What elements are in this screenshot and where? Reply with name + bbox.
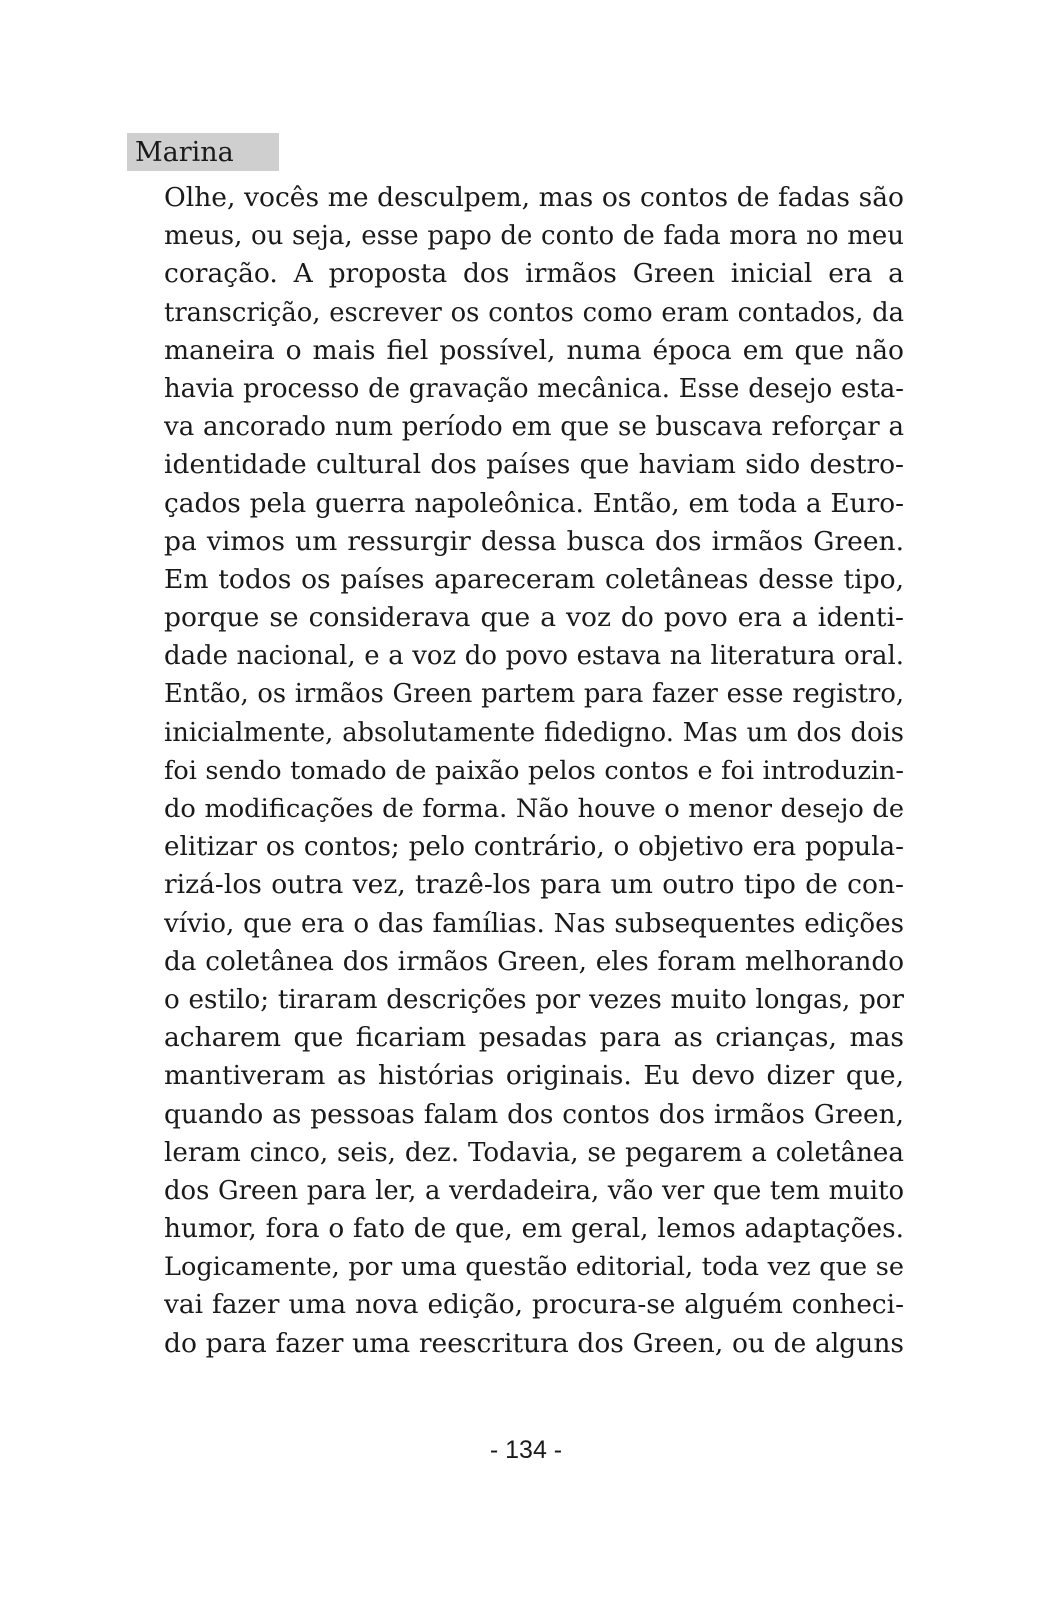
text-line: o estilo; tiraram descrições por vezes muito longas, por bbox=[164, 984, 904, 1015]
text-line: maneira o mais fiel possível, numa época em que não bbox=[164, 334, 904, 366]
text-line: mantiveram as histórias originais. Eu devo dizer que, bbox=[164, 1060, 904, 1092]
text-line: coração. A proposta dos irmãos Green inicial era a bbox=[164, 258, 904, 290]
text-line: foi sendo tomado de paixão pelos contos e foi introduzin- bbox=[164, 755, 904, 786]
text-line: vai fazer uma nova edição, procura-se alguém conheci- bbox=[164, 1290, 904, 1321]
text-line: elitizar os contos; pelo contrário, o objetivo era popula- bbox=[164, 832, 904, 863]
text-line: pa vimos um ressurgir dessa busca dos irmãos Green. bbox=[164, 525, 904, 557]
body-text bbox=[164, 179, 904, 1363]
text-line: rizá-los outra vez, trazê-los para um outro tipo de con- bbox=[164, 869, 904, 901]
text-line: vívio, que era o das famílias. Nas subsequentes edições bbox=[164, 908, 904, 939]
text-line: do modificações de forma. Não houve o menor desejo de bbox=[164, 794, 904, 824]
text-line: dos Green para ler, a verdadeira, vão ver que tem muito bbox=[164, 1175, 904, 1206]
text-line: Então, os irmãos Green partem para fazer esse registro, bbox=[164, 679, 904, 710]
text-line: çados pela guerra napoleônica. Então, em toda a Euro- bbox=[164, 488, 904, 519]
text-line: Olhe, vocês me desculpem, mas os contos de fadas são bbox=[164, 182, 904, 213]
text-line: quando as pessoas falam dos contos dos irmãos Green, bbox=[164, 1099, 904, 1130]
text-line: do para fazer uma reescritura dos Green, ou de alguns bbox=[164, 1327, 904, 1359]
text-line: inicialmente, absolutamente fidedigno. Mas um dos dois bbox=[164, 717, 904, 748]
text-line: transcrição, escrever os contos como eram contados, da bbox=[164, 297, 904, 328]
text-line: humor, fora o fato de que, em geral, lemos adaptações. bbox=[164, 1214, 904, 1245]
text-line: havia processo de gravação mecânica. Esse desejo esta- bbox=[164, 373, 904, 404]
text-line: Em todos os países apareceram coletâneas desse tipo, bbox=[164, 563, 904, 595]
speaker-label: Marina bbox=[127, 133, 279, 171]
text-line: dade nacional, e a voz do povo estava na literatura oral. bbox=[164, 641, 904, 672]
text-line: acharem que ficariam pesadas para as crianças, mas bbox=[164, 1022, 904, 1054]
text-line: porque se considerava que a voz do povo era a identi- bbox=[164, 602, 904, 634]
text-line: meus, ou seja, esse papo de conto de fada mora no meu bbox=[164, 221, 904, 252]
text-line: va ancorado num período em que se buscava reforçar a bbox=[164, 412, 904, 443]
text-line: identidade cultural dos países que haviam sido destro- bbox=[164, 449, 904, 481]
text-line: da coletânea dos irmãos Green, eles foram melhorando bbox=[164, 946, 904, 977]
page-number: - 134 - bbox=[489, 1436, 563, 1464]
text-line: Logicamente, por uma questão editorial, toda vez que se bbox=[164, 1252, 904, 1283]
text-line: leram cinco, seis, dez. Todavia, se pegarem a coletânea bbox=[164, 1137, 904, 1168]
